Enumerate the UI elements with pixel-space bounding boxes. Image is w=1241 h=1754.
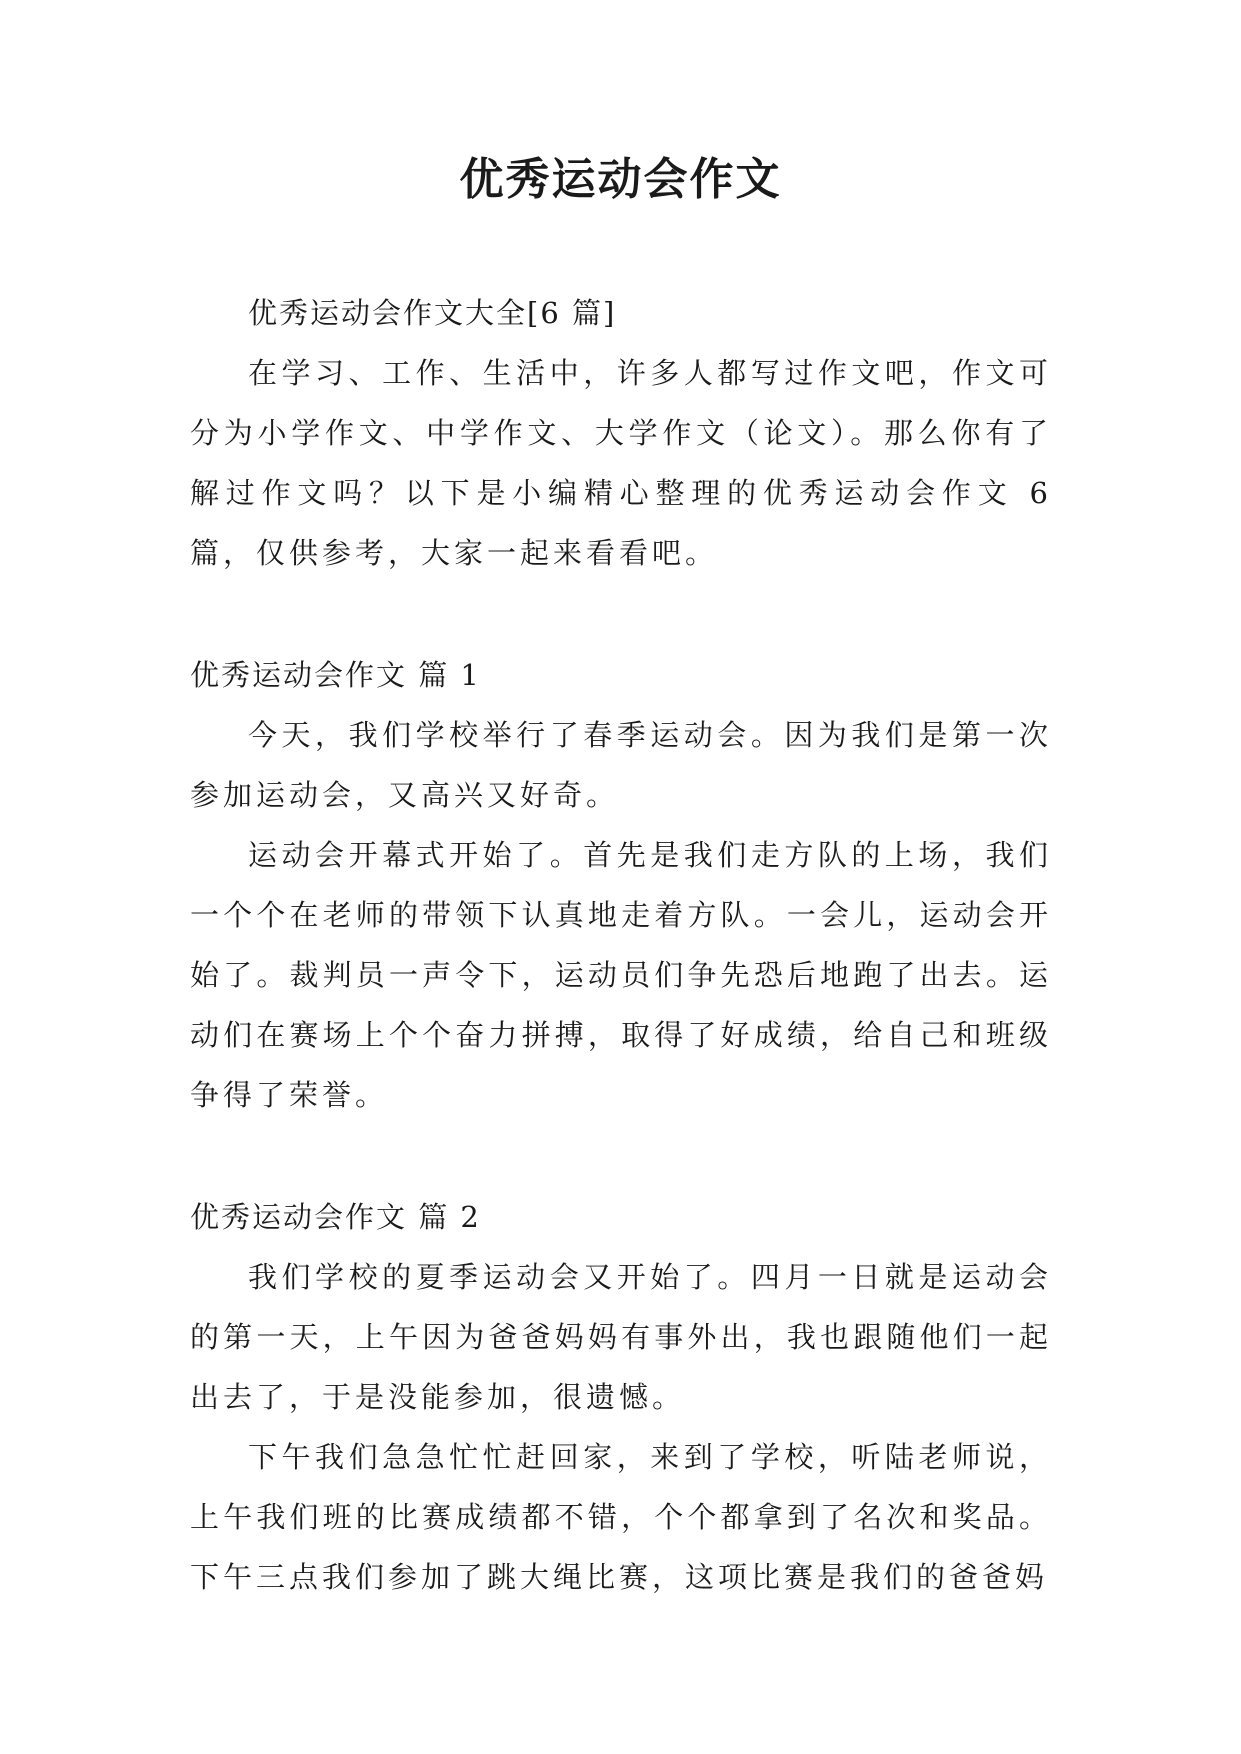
section-heading: 优秀运动会作文 篇 1 bbox=[190, 658, 481, 692]
intro-paragraph: 在学习、工作、生活中，许多人都写过作文吧，作文可分为小学作文、中学作文、大学作文（论文）。那么你有了解过作文吗？以下是小编精心整理的优秀运动会作文 6 篇，仅供参考，大家一起来看看吧。 bbox=[190, 356, 1052, 570]
section-spacer bbox=[190, 583, 1052, 645]
section-paragraph: 下午我们急急忙忙赶回家，来到了学校，听陆老师说，上午我们班的比赛成绩都不错，个个都拿到了名次和奖品。下午三点我们参加了跳大绳比赛，这项比赛是我们的爸爸妈 bbox=[190, 1440, 1052, 1594]
document-title: 优秀运动会作文 bbox=[459, 154, 782, 205]
document-body bbox=[190, 283, 1052, 1607]
section-2 bbox=[190, 1187, 1052, 1607]
section-heading: 优秀运动会作文 篇 2 bbox=[190, 1200, 481, 1234]
section-paragraph: 运动会开幕式开始了。首先是我们走方队的上场，我们一个个在老师的带领下认真地走着方队。一会儿，运动会开始了。裁判员一声令下，运动员们争先恐后地跑了出去。运动们在赛场上个个奋力拼搏，取得了好成绩，给自己和班级争得了荣誉。 bbox=[190, 838, 1052, 1112]
document-subtitle: 优秀运动会作文大全[6 篇] bbox=[248, 296, 617, 330]
section-paragraph: 我们学校的夏季运动会又开始了。四月一日就是运动会的第一天，上午因为爸爸妈妈有事外出，我也跟随他们一起出去了，于是没能参加，很遗憾。 bbox=[190, 1260, 1052, 1414]
section-spacer bbox=[190, 1125, 1052, 1187]
section-paragraph: 今天，我们学校举行了春季运动会。因为我们是第一次参加运动会，又高兴又好奇。 bbox=[190, 718, 1052, 812]
section-1 bbox=[190, 645, 1052, 1125]
